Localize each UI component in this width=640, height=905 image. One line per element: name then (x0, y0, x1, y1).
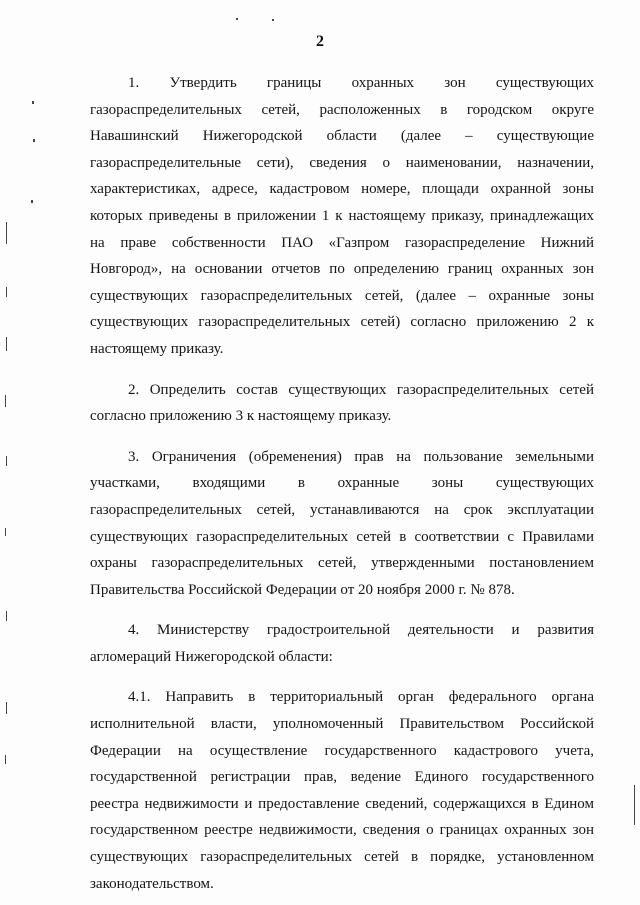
scan-mark (6, 456, 7, 466)
scan-mark (6, 702, 7, 714)
scan-mark (5, 755, 6, 764)
scan-mark (272, 19, 274, 21)
scan-mark (33, 139, 35, 142)
page-number: 2 (316, 33, 324, 50)
paragraph-2: 2. Определить состав существующих газораспределительных сетей согласно приложению 3 к настоящему приказу. (90, 381, 594, 425)
scan-mark (32, 101, 34, 104)
scan-mark (634, 785, 635, 825)
scan-mark (236, 18, 238, 20)
paragraph-4: 4. Министерству градостроительной деятельности и развития агломераций Нижегородской области: (90, 622, 594, 665)
scan-mark (6, 611, 7, 621)
scan-mark (6, 337, 7, 351)
document-body (90, 70, 594, 897)
scan-mark (6, 287, 7, 297)
paragraph-1: 1. Утвердить границы охранных зон существующих газораспределительных сетей, расположенных в городском округе Навашинский Нижегородской области (далее – существующие газораспределительные сети), сведения о наименовании, назначении, характеристиках, адресе, кадастровом номере, площади охранной зоны которых приведены в приложении 1 к настоящему приказу, принадлежащих на праве собственности ПАО «Газпром газораспределение Нижний Новгород», на основании отчетов по определению границ охранных зон существующих газораспределительных сетей, (далее – охранные зоны существующих газораспределительных сетей) согласно приложению 2 к настоящему приказу. (90, 75, 594, 357)
scan-mark (6, 222, 7, 244)
scan-mark (31, 200, 33, 203)
scan-mark (5, 395, 6, 407)
scan-mark (5, 528, 6, 536)
paragraph-3: 3. Ограничения (обременения) прав на пользование земельными участками, входящими в охранные зоны существующих газораспределительных сетей, устанавливаются на срок эксплуатации существующих газораспределительных сетей в соответствии с Правилами охраны газораспределительных сетей, утвержденными постановлением Правительства Российской Федерации от 20 ноября 2000 г. № 878. (90, 448, 594, 598)
paragraph-4-1: 4.1. Направить в территориальный орган федерального органа исполнительной власти, уполномоченный Правительством Российской Федерации на осуществление государственного кадастрового учета, государственной регистрации прав, ведение Единого государственного реестра недвижимости и предоставление сведений, содержащихся в Едином государственном реестре недвижимости, сведения о границах охранных зон существующих газораспределительных сетей в порядке, установленном законодательством. (90, 689, 594, 892)
